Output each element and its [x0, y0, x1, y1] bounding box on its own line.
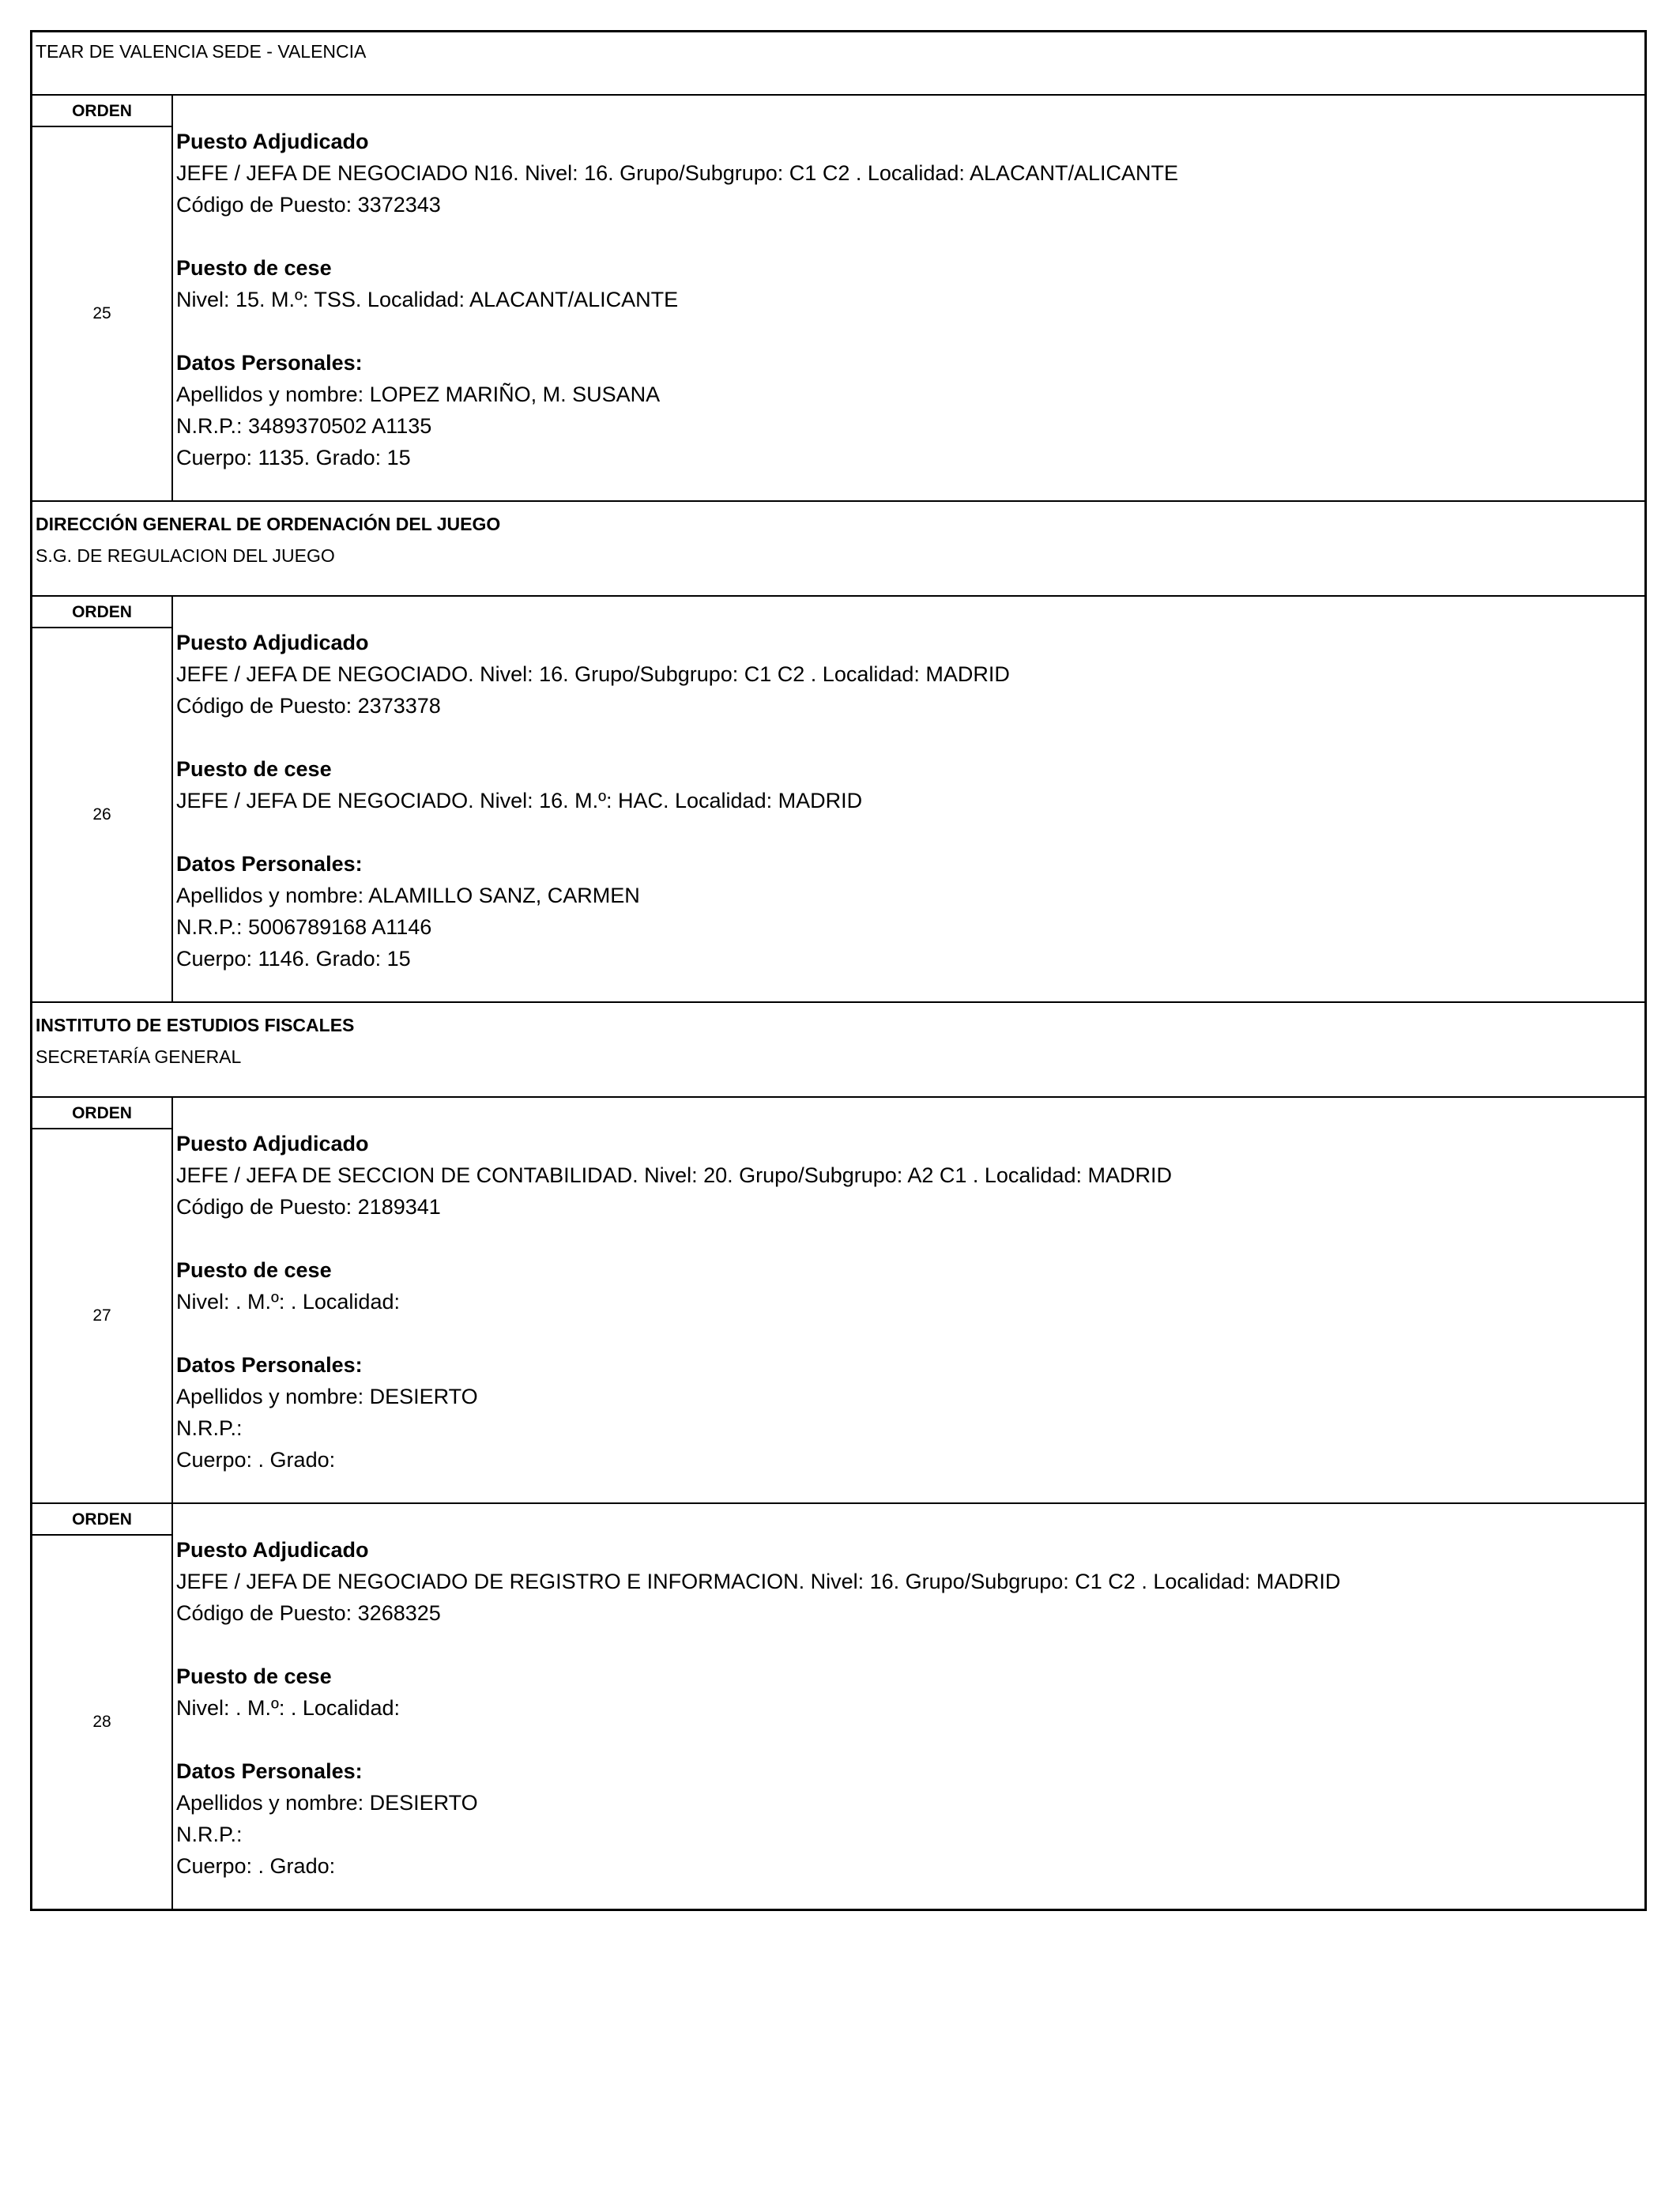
- codigo-text: Código de Puesto: 2189341: [176, 1195, 441, 1219]
- nombre-text: Apellidos y nombre: DESIERTO: [176, 1791, 478, 1815]
- cuerpo-text: Cuerpo: 1146. Grado: 15: [176, 947, 411, 971]
- cese-text: Nivel: . M.º: . Localidad:: [176, 1696, 400, 1720]
- cese-title: Puesto de cese: [176, 256, 332, 280]
- codigo-text: Código de Puesto: 3372343: [176, 193, 441, 217]
- section-header: [32, 1003, 1644, 1098]
- cese-title: Puesto de cese: [176, 1258, 332, 1282]
- orden-number: 26: [92, 805, 111, 824]
- datos-title: Datos Personales:: [176, 852, 363, 876]
- entry-details: [173, 96, 1644, 500]
- entry-details: [173, 1098, 1644, 1502]
- orden-column: [32, 597, 173, 1001]
- section-subunit: S.G. DE REGULACION DEL JUEGO: [36, 545, 335, 566]
- adjudicado-text: JEFE / JEFA DE NEGOCIADO DE REGISTRO E INFORMACION. Nivel: 16. Grupo/Subgrupo: C1 C2 . Localidad: MADRID: [176, 1570, 1341, 1593]
- table-row: [32, 597, 1644, 1003]
- section-organization: INSTITUTO DE ESTUDIOS FISCALES: [36, 1015, 355, 1035]
- cuerpo-text: Cuerpo: . Grado:: [176, 1448, 336, 1472]
- cese-title: Puesto de cese: [176, 1664, 332, 1688]
- table-row: [32, 96, 1644, 502]
- orden-label: ORDEN: [32, 1098, 171, 1129]
- adjudicado-text: JEFE / JEFA DE NEGOCIADO. Nivel: 16. Grupo/Subgrupo: C1 C2 . Localidad: MADRID: [176, 662, 1010, 686]
- datos-title: Datos Personales:: [176, 1353, 363, 1377]
- orden-column: [32, 96, 173, 500]
- cuerpo-text: Cuerpo: . Grado:: [176, 1854, 336, 1878]
- datos-title: Datos Personales:: [176, 1759, 363, 1783]
- adjudicado-text: JEFE / JEFA DE SECCION DE CONTABILIDAD. Nivel: 20. Grupo/Subgrupo: A2 C1 . Localidad: MADRID: [176, 1163, 1172, 1187]
- nrp-text: N.R.P.:: [176, 1823, 243, 1846]
- section-header: [32, 502, 1644, 597]
- table-row: [32, 1098, 1644, 1504]
- orden-label: ORDEN: [32, 1504, 171, 1536]
- entry-details: [173, 597, 1644, 1001]
- orden-column: [32, 1504, 173, 1909]
- section-subunit: TEAR DE VALENCIA SEDE - VALENCIA: [36, 41, 367, 62]
- table-row: [32, 1504, 1644, 1909]
- orden-label: ORDEN: [32, 96, 171, 127]
- orden-number: 25: [92, 304, 111, 322]
- cese-title: Puesto de cese: [176, 757, 332, 781]
- nombre-text: Apellidos y nombre: LOPEZ MARIÑO, M. SUSANA: [176, 383, 661, 406]
- entry-details: [173, 1504, 1644, 1909]
- section-subunit: SECRETARÍA GENERAL: [36, 1046, 242, 1067]
- nombre-text: Apellidos y nombre: DESIERTO: [176, 1385, 478, 1408]
- cese-text: Nivel: 15. M.º: TSS. Localidad: ALACANT/ALICANTE: [176, 288, 679, 311]
- section-header: [32, 32, 1644, 96]
- nrp-text: N.R.P.: 5006789168 A1146: [176, 915, 432, 939]
- orden-number: 27: [92, 1306, 111, 1325]
- cese-text: JEFE / JEFA DE NEGOCIADO. Nivel: 16. M.º: HAC. Localidad: MADRID: [176, 789, 863, 812]
- adjudicado-title: Puesto Adjudicado: [176, 130, 369, 153]
- adjudicado-title: Puesto Adjudicado: [176, 631, 369, 654]
- codigo-text: Código de Puesto: 2373378: [176, 694, 441, 718]
- nombre-text: Apellidos y nombre: ALAMILLO SANZ, CARMEN: [176, 884, 640, 907]
- codigo-text: Código de Puesto: 3268325: [176, 1601, 441, 1625]
- orden-column: [32, 1098, 173, 1502]
- adjudicado-title: Puesto Adjudicado: [176, 1538, 369, 1562]
- datos-title: Datos Personales:: [176, 351, 363, 375]
- cese-text: Nivel: . M.º: . Localidad:: [176, 1290, 400, 1314]
- orden-number: 28: [92, 1713, 111, 1731]
- orden-label: ORDEN: [32, 597, 171, 628]
- section-organization: DIRECCIÓN GENERAL DE ORDENACIÓN DEL JUEGO: [36, 514, 501, 534]
- adjudicado-title: Puesto Adjudicado: [176, 1132, 369, 1155]
- nrp-text: N.R.P.: 3489370502 A1135: [176, 414, 432, 438]
- nrp-text: N.R.P.:: [176, 1416, 243, 1440]
- adjudicado-text: JEFE / JEFA DE NEGOCIADO N16. Nivel: 16. Grupo/Subgrupo: C1 C2 . Localidad: ALACANT/ALICANTE: [176, 161, 1179, 185]
- cuerpo-text: Cuerpo: 1135. Grado: 15: [176, 446, 411, 469]
- resolution-table: [30, 30, 1647, 1911]
